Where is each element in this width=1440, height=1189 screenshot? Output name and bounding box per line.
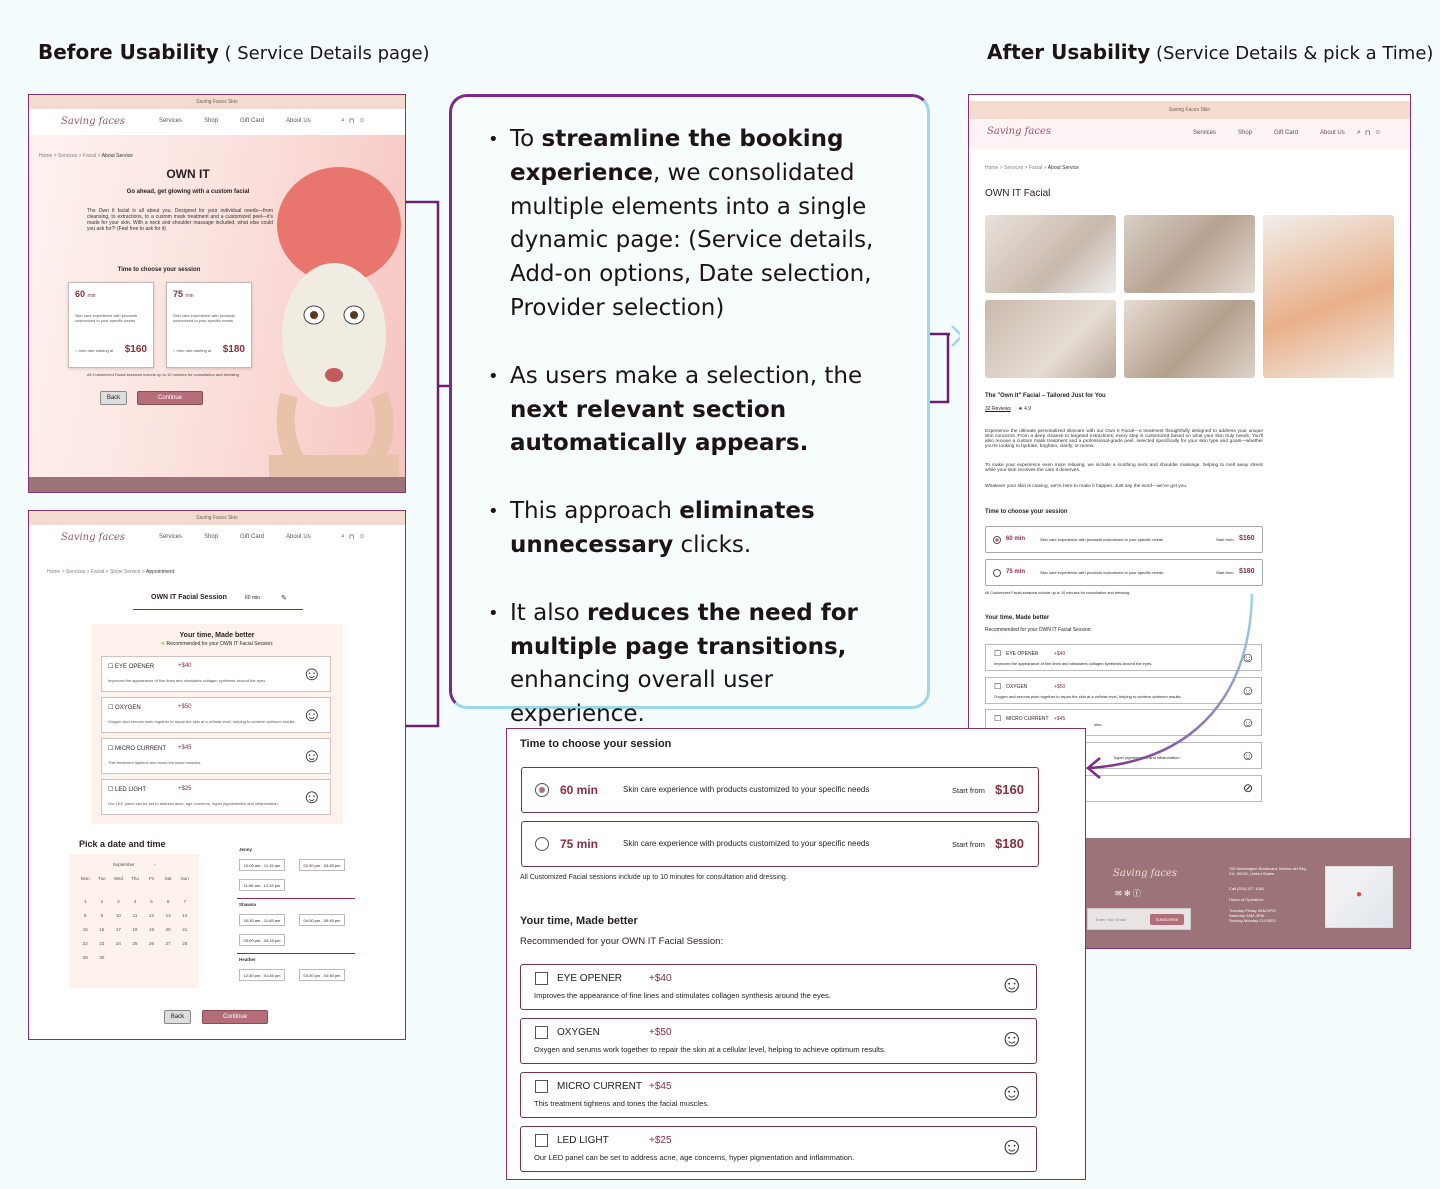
radio-selected[interactable] [993, 536, 1001, 544]
radio-unselected[interactable] [993, 569, 1001, 577]
right-connector [930, 334, 950, 402]
back-button[interactable]: Back [100, 391, 127, 405]
face-icon: ☺ [301, 704, 322, 726]
nav-services[interactable]: Services [159, 118, 183, 124]
calendar-day[interactable]: 14 [182, 913, 188, 918]
calendar-day[interactable]: 28 [182, 941, 188, 946]
calendar-day[interactable]: 20 [165, 927, 171, 932]
pick-date-title: Pick a date and time [79, 839, 166, 849]
face-icon: ☺ [301, 663, 322, 685]
weekday-label: Sun [180, 876, 189, 881]
hero-model-image [259, 135, 406, 477]
continue-button[interactable]: Continue [137, 391, 203, 405]
after-heading: After Usability (Service Details & pick a Time) [987, 40, 1434, 64]
calendar-day[interactable]: 18 [132, 927, 138, 932]
nav-gift-card[interactable]: Gift Card [240, 534, 265, 540]
time-slot[interactable]: 02:30 pm - 03:45 pm [299, 859, 345, 871]
calendar-day[interactable]: 13 [165, 913, 171, 918]
checkbox[interactable] [535, 1026, 548, 1039]
page-title: OWN IT Facial [985, 188, 1051, 199]
session-label: Time to choose your session [985, 509, 1068, 515]
provider-slots [237, 845, 355, 993]
description-p1: Experience the ultimate personalized skincare with our Own It Facial—a treatment thoughtfully designed to address your unique skin concerns. From a deep cleanse to targeted extractions, every step is customized based on what your skin truly needs. You'll also receive a custom mask treatment and a professional-grade peel, selected specifically for your skin type and goals—whether you're looking to hydrate, brighten, clarify, or renew. [985, 429, 1263, 449]
nav-shop[interactable]: Shop [204, 118, 219, 124]
flow-arrow [1080, 590, 1260, 790]
provider-name: Shawna [239, 902, 257, 907]
bag-icon[interactable]: ⊓ [1364, 130, 1371, 137]
description-p3: Whatever your skin is craving, we're here to make it happen. Just say the word—we've got you. [985, 484, 1188, 489]
search-icon[interactable]: ⌕ [341, 533, 345, 540]
session-card-60[interactable]: 60 min Skin care experience with products customized to your specific needs ○ Intro rate starting at $160 [68, 282, 154, 368]
calendar-day[interactable]: 22 [82, 941, 88, 946]
time-slot[interactable]: 10:00 am - 11:15 am [239, 859, 285, 871]
weekday-label: Thu [131, 876, 139, 881]
addon-micro-current[interactable]: ☐ MICRO CURRENT +$45 This treatment tightens and tones the facial muscles. ☺ [101, 738, 331, 774]
before-service-page [28, 94, 406, 493]
footer-phone: Call (310) 577 1082 [1229, 886, 1265, 891]
breadcrumb: Home > Services > Facial > About Service [39, 153, 133, 159]
nav-shop[interactable]: Shop [204, 534, 219, 540]
nav-gift-card[interactable]: Gift Card [1274, 130, 1299, 136]
calendar [69, 854, 199, 988]
calendar-day[interactable]: 6 [166, 899, 170, 904]
calendar-day[interactable]: 8 [84, 913, 87, 918]
calendar-day[interactable]: 10 [115, 913, 121, 918]
footer-address: 762 Washington Boulevard, Marina del Rey, CA, 90292, United States [1229, 866, 1307, 876]
gallery-photo-main[interactable] [1263, 215, 1394, 378]
session-note: All Customized Facial sessions include up to 10 minutes for consultation and dressing. [985, 591, 1131, 595]
session-label: Time to choose your session [117, 267, 201, 273]
calendar-day[interactable]: 25 [132, 941, 138, 946]
addon-micro-current[interactable]: ☐ MICRO CURRENT +$45 ules. ☺ [985, 709, 1262, 736]
checkbox[interactable] [535, 1134, 548, 1147]
footer-logo[interactable]: Saving faces [1113, 868, 1177, 879]
service-description: The Own It facial is all about you. Designed for your individual needs—from cleansing, to extractions, to a custom mask treatment and a customized peel—it's made for your skin. With a neck and shoulder massage included, what else could you ask for?! (Feel free to ask for it) [87, 208, 273, 232]
radio-selected[interactable] [535, 783, 549, 797]
session-option-60[interactable]: 60 min Skin care experience with products customized to your specific needs Start from $160 [985, 526, 1263, 553]
site-nav [969, 119, 1410, 149]
nav-about[interactable]: About Us [286, 534, 311, 540]
weekday-label: Fri [148, 876, 155, 881]
topbar: Saving Faces Skin [29, 95, 405, 109]
calendar-day[interactable]: 30 [99, 955, 105, 960]
face-micro-icon: ☺ [999, 1079, 1024, 1106]
continue-button[interactable]: Continue [202, 1010, 268, 1024]
calendar-day[interactable]: 26 [149, 941, 155, 946]
breadcrumb: Home > Services > Facial > About Service [985, 165, 1079, 171]
addon-micro-current[interactable]: MICRO CURRENT +$45 This treatment tightens and tones the facial muscles. ☺ [520, 1072, 1037, 1118]
calendar-day[interactable]: 12 [149, 913, 155, 918]
calendar-month: September [112, 862, 135, 867]
addon-eye-opener[interactable]: ☐ EYE OPENER +$40 Improves the appearance of fine lines and stimulates collagen synthesis around the eyes. ☺ [101, 656, 331, 692]
session-note: All Customized Facial sessions include up to 10 minutes for consultation and dressing. [520, 874, 788, 881]
session-header: OWN IT Facial Session 60 min ✎ [133, 594, 303, 610]
arrow-right-icon [952, 326, 960, 346]
time-slot[interactable]: 12:30 pm - 01:45 pm [239, 969, 285, 981]
back-button[interactable]: Back [164, 1010, 191, 1024]
site-logo[interactable]: Saving faces [61, 116, 125, 127]
gallery-photo[interactable] [1124, 300, 1255, 378]
footer-hours-title: Hours of Operation: [1229, 897, 1264, 902]
nav-gift-card[interactable]: Gift Card [240, 118, 265, 124]
calendar-day[interactable]: 15 [82, 927, 88, 932]
subscribe-button[interactable]: SUBSCRIBE [1150, 914, 1184, 925]
zoomed-session-panel [506, 728, 1086, 1180]
description-p2: To make your experience even more relaxing, we include a soothing neck and shoulder massage, helping to melt away stress while your skin receives the care it deserves. [985, 463, 1263, 473]
note-streamline: • To streamline the booking experience, we consolidated multiple elements into a single dynamic page: (Service details, Add-on options, Date selection, Provider selection) [488, 123, 897, 326]
before-heading: Before Usability ( Service Details page) [38, 40, 430, 64]
calendar-grid [77, 876, 193, 960]
map-thumbnail[interactable] [1325, 866, 1393, 928]
search-icon[interactable]: ⌕ [341, 117, 345, 124]
face-icon: ☺ [1240, 714, 1255, 730]
star-icon: ★ [160, 641, 166, 647]
nav-about[interactable]: About Us [286, 118, 311, 124]
session-label: Time to choose your session [520, 738, 672, 750]
rating: ★ 4.9 [1018, 406, 1032, 412]
calendar-day[interactable]: 9 [100, 913, 104, 918]
face-led-icon: ☺ [999, 1133, 1024, 1160]
addon-led-light[interactable]: hyper pigmentation and inflammation. ☺ [985, 742, 1262, 769]
search-icon[interactable]: ⌕ [1357, 129, 1361, 136]
addon-eye-opener[interactable]: EYE OPENER +$40 Improves the appearance of fine lines and stimulates collagen synthesis around the eyes. ☺ [520, 964, 1037, 1010]
addon-subtitle: Recommended for your OWN IT Facial Session: [985, 627, 1092, 633]
map-pin-icon: ● [1356, 889, 1363, 900]
nav-services[interactable]: Services [159, 534, 183, 540]
calendar-day[interactable]: 27 [165, 941, 171, 946]
no-icon: ⊘ [1242, 781, 1253, 795]
calendar-day[interactable]: 11 [132, 913, 138, 918]
topbar: Saving Faces Skin [29, 511, 405, 525]
face-icon: ☺ [1240, 682, 1255, 698]
topbar: Saving Faces Skin [969, 101, 1410, 119]
footer-hours: Tuesday-Friday 9AM-5PM Saturday 9AM-4PM Sunday-Monday CLOSED [1229, 908, 1276, 923]
calendar-day[interactable]: 29 [82, 955, 88, 960]
calendar-day[interactable]: 21 [182, 927, 188, 932]
chevron-right-icon[interactable]: › [153, 862, 156, 867]
face-icon: ☺ [1240, 649, 1255, 665]
site-nav [29, 525, 405, 551]
provider-name: Heather [239, 957, 256, 962]
calendar-day[interactable]: 7 [183, 899, 186, 904]
time-slot[interactable]: 04:30 pm - 05:45 pm [299, 914, 345, 926]
footer-bar [29, 477, 406, 493]
calendar-day[interactable]: 19 [149, 927, 155, 932]
addon-title: Your time, Made better [520, 915, 638, 927]
addon-led-light[interactable]: ☐ LED LIGHT +$25 Our LED panel can be set to address acne, age concerns, hyper pigmentation and inflammation. ☺ [101, 779, 331, 815]
addon-subtitle: Recommended for your OWN IT Facial Session: [520, 936, 724, 947]
yelp-icon[interactable]: ✻ [1123, 889, 1131, 898]
weekday-label: Mon [80, 876, 90, 881]
user-icon[interactable]: ☺ [358, 117, 366, 124]
site-logo[interactable]: Saving faces [987, 126, 1051, 137]
facebook-icon[interactable]: ⓕ [1132, 889, 1141, 898]
session-option-60[interactable]: 60 min Skin care experience with products customized to your specific needs Start from $160 [521, 767, 1039, 813]
bag-icon[interactable]: ⊓ [348, 534, 355, 541]
addon-led-light[interactable]: LED LIGHT +$25 Our LED panel can be set to address acne, age concerns, hyper pigmentation and inflammation. ☺ [520, 1126, 1037, 1172]
time-slot[interactable]: 03:30 pm - 04:45 pm [299, 969, 345, 981]
calendar-day[interactable]: 2 [100, 899, 104, 904]
user-icon[interactable]: ☺ [358, 533, 366, 540]
breadcrumb: Home > Services > Facial > Show Service > Appointment [47, 569, 175, 575]
reviews-link[interactable]: 32 Reviews [985, 406, 1011, 412]
note-auto-section: • As users make a selection, the next relevant section automatically appears. [488, 360, 897, 461]
checkbox[interactable] [535, 972, 548, 985]
page-subtitle: Go ahead, get glowing with a custom facial [126, 189, 250, 195]
calendar-day[interactable]: 1 [84, 899, 87, 904]
edit-icon[interactable]: ✎ [281, 595, 287, 602]
product-title: The "Own It" Facial – Tailored Just for You [985, 393, 1106, 399]
weekday-label: Tue [98, 876, 106, 881]
usability-notes [449, 94, 930, 728]
mail-icon[interactable]: ✉ [1115, 889, 1122, 898]
site-logo[interactable]: Saving faces [61, 532, 125, 543]
addon-oxygen[interactable]: ☐ OXYGEN +$50 Oxygen and serums work together to repair the skin at a cellular level, helping to achieve optimum results. ☺ [985, 677, 1262, 704]
session-option-75[interactable]: 75 min Skin care experience with products customized to your specific needs Start from $180 [521, 821, 1039, 867]
addon-oxygen[interactable]: OXYGEN +$50 Oxygen and serums work together to repair the skin at a cellular level, helping to achieve optimum results. ☺ [520, 1018, 1037, 1064]
session-note: All Customized Facial sessions include up to 10 minutes for consultation and dressing [87, 372, 239, 377]
calendar-day[interactable]: 17 [115, 927, 121, 932]
calendar-day[interactable]: 24 [115, 941, 121, 946]
face-icon: ☺ [301, 745, 322, 767]
site-nav [29, 109, 405, 135]
radio-unselected[interactable] [535, 837, 549, 851]
page-title: OWN IT [166, 167, 210, 181]
gallery-photo[interactable] [985, 300, 1116, 378]
gallery-photo[interactable] [1124, 215, 1255, 293]
time-slot[interactable]: 10:30 am - 11:45 am [239, 914, 285, 926]
before-appointment-page [28, 510, 406, 1040]
note-fewer-transitions: • It also reduces the need for multiple page transitions, enhancing overall user experience. [488, 597, 897, 732]
weekday-label: Wed [113, 876, 123, 881]
weekday-label: Sat [164, 876, 172, 881]
time-slot[interactable]: 03:00 pm - 04:15 pm [239, 934, 285, 946]
checkbox[interactable] [535, 1080, 548, 1093]
nav-shop[interactable]: Shop [1238, 130, 1253, 136]
face-icon: ☺ [1240, 747, 1255, 763]
gallery-photo[interactable] [985, 215, 1116, 293]
calendar-day[interactable]: 3 [117, 899, 120, 904]
left-connector [406, 202, 438, 726]
nav-about[interactable]: About Us [1320, 130, 1345, 136]
nav-services[interactable]: Services [1193, 130, 1217, 136]
addon-title: Your time, Made better [985, 615, 1050, 621]
provider-name: Jenny [239, 847, 253, 852]
face-oxygen-icon: ☺ [999, 1025, 1024, 1052]
addon-eye-opener[interactable]: ☐ EYE OPENER +$40 Improves the appearance of fine lines and stimulates collagen synthesis around the eyes. ☺ [985, 644, 1262, 671]
time-slot[interactable]: 11:00 am - 12:15 pm [239, 879, 285, 891]
face-icon: ☺ [301, 786, 322, 808]
addon-panel: Your time, Made better ★ Recommended for your OWN IT Facial Session: ☐ EYE OPENER +$40 Improves the appearance of fine lines and stimulates collagen synthesis around the eyes. ☺ ☐ OXYGEN +$50 Oxygen and serums work together to repair the skin at a cellular level, helping to achieve optimum results. ☺ ☐ MICRO CURRENT +$45 This treatment tightens and tones the facial muscles. ☺ ☐ LED LIGHT +$25 Our LED panel can be set to address acne, age concerns, hyper pigmentation and inflammation. ☺ [91, 624, 343, 824]
newsletter-box [1087, 908, 1191, 930]
calendar-day[interactable]: 16 [99, 927, 105, 932]
email-input[interactable]: Enter Your Email [1096, 917, 1126, 922]
note-fewer-clicks: • This approach eliminates unnecessary clicks. [488, 495, 897, 563]
addon-oxygen[interactable]: ☐ OXYGEN +$50 Oxygen and serums work together to repair the skin at a cellular level, helping to achieve optimum results. ☺ [101, 697, 331, 733]
calendar-day[interactable]: 4 [133, 899, 137, 904]
bag-icon[interactable]: ⊓ [348, 118, 355, 125]
calendar-day[interactable]: 5 [150, 899, 153, 904]
calendar-day[interactable]: 23 [99, 941, 105, 946]
session-card-75[interactable]: 75 min Skin care experience with products customized to your specific needs ○ Intro rate starting at $180 [166, 282, 252, 368]
session-option-75[interactable]: 75 min Skin care experience with products customized to your specific needs Start from $180 [985, 559, 1263, 586]
face-eye-icon: ☺ [999, 971, 1024, 998]
user-icon[interactable]: ☺ [1374, 129, 1382, 136]
